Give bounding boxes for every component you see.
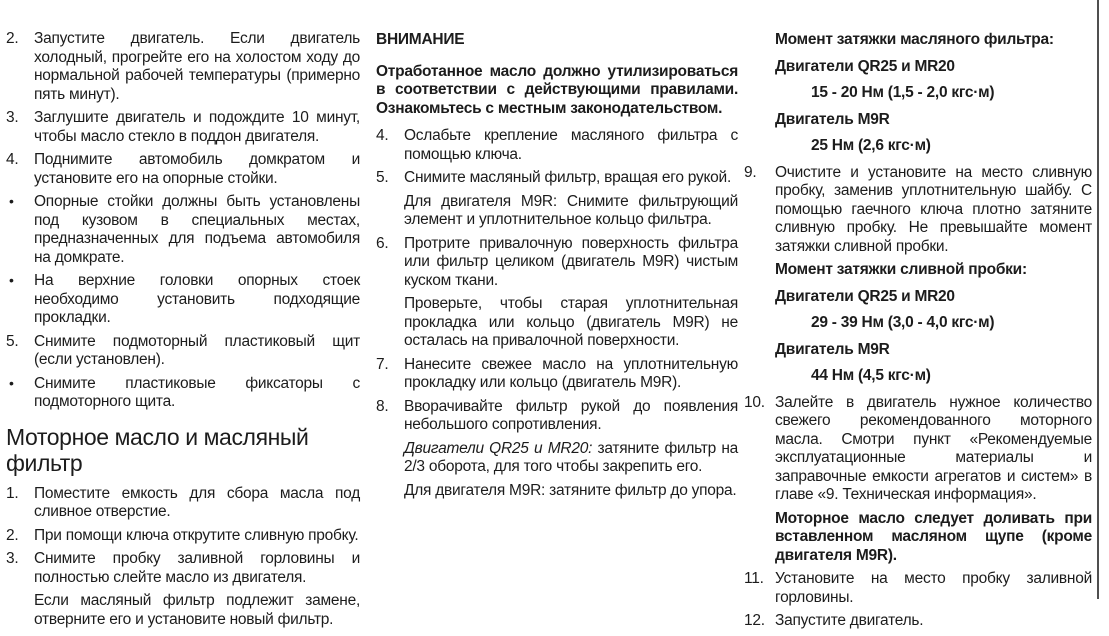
- step-number: 3.: [6, 550, 19, 567]
- section-heading: Моторное масло и масляный фильтр: [6, 423, 309, 476]
- note-item: [6, 193, 360, 267]
- column-middle: [376, 0, 738, 505]
- step-text: Ослабьте крепление масляного фильтра с помощью ключа.: [404, 127, 738, 163]
- step-text: Снимите пробку заливной горловины и полностью слейте масло из двигателя.: [34, 550, 360, 586]
- step-item: [376, 127, 738, 164]
- step-number: 4.: [6, 151, 19, 168]
- step-item: [744, 394, 1092, 505]
- warning-text: Отработанное масло должно утилизироваться в соответствии с действующими правилами. Ознакомьтесь с местным законодательством.: [376, 62, 738, 117]
- note-text: Снимите пластиковые фиксаторы с подмоторного щита.: [34, 374, 360, 410]
- step-item: [376, 356, 738, 393]
- step-text: Залейте в двигатель нужное количество свежего рекомендованного моторного масла. Смотри пункт «Рекомендуемые эксплуатационные материалы и заправочные емкости агрегатов и систем» в главе «9. Техническая информация».: [775, 393, 1092, 503]
- step-number: 10.: [744, 393, 765, 411]
- engine-name: Двигатель M9R: [775, 340, 890, 358]
- step-text: Установите на место пробку заливной горловины.: [775, 570, 1092, 606]
- step-text: Очистите и установите на место сливную пробку, заменив уплотнительную шайбу. С помощью гаечного ключа плотно затяните сливную пробку. Не превышайте момент затяжки сливной пробки.: [775, 163, 1092, 255]
- step-text: Снимите масляный фильтр, вращая его рукой.: [404, 169, 732, 186]
- step-number: 2.: [6, 526, 19, 544]
- torque-value: 44 Нм (4,5 кгс·м): [811, 367, 931, 384]
- warning-text: Моторное масло следует доливать при вставленном масляном щупе (кроме двигателя M9R).: [775, 509, 1092, 564]
- step-text: При помощи ключа открутите сливную пробку.: [34, 526, 359, 544]
- engine-name: Двигатель M9R: [775, 110, 890, 128]
- step-item: [744, 570, 1092, 607]
- step-number: 7.: [376, 355, 389, 373]
- step-text: Поднимите автомобиль домкратом и установите его на опорные стойки.: [34, 151, 360, 187]
- step-item: [6, 333, 360, 370]
- step-item: [376, 169, 738, 188]
- step-number: 11.: [744, 570, 764, 587]
- engine-name: Двигатели QR25 и MR20: [775, 57, 955, 75]
- continuation-text: Проверьте, чтобы старая уплотнительная прокладка или кольцо (двигатель M9R) не осталась на привалочной поверхности.: [404, 295, 738, 349]
- step-item: [6, 109, 360, 146]
- torque-spec-label: Момент затяжки масляного фильтра:: [775, 31, 1054, 48]
- step-text: Вворачивайте фильтр рукой до появления небольшого сопротивления.: [404, 397, 738, 433]
- continuation-text: Если масляный фильтр подлежит замене, отверните его и установите новый фильтр.: [34, 592, 360, 628]
- step-number: 12.: [744, 612, 765, 629]
- step-item: [744, 612, 1092, 631]
- note-text: На верхние головки опорных стоек необходимо установить подходящие прокладки.: [34, 272, 360, 326]
- step-item: [6, 485, 360, 522]
- note-item: [6, 375, 360, 412]
- step-number: 2.: [6, 30, 19, 47]
- step-number: 1.: [6, 484, 19, 502]
- step-item: [744, 164, 1092, 257]
- step-item: [6, 527, 360, 546]
- warning-heading: ВНИМАНИЕ: [376, 31, 465, 48]
- torque-value: 15 - 20 Нм (1,5 - 2,0 кгс·м): [811, 84, 995, 101]
- continuation-text: Для двигателя M9R: затяните фильтр до упора.: [404, 481, 737, 499]
- step-item: [6, 30, 360, 104]
- step-number: 5.: [376, 169, 389, 186]
- step-number: 6.: [376, 234, 389, 252]
- step-number: 8.: [376, 397, 389, 415]
- step-text: Снимите подмоторный пластиковый щит (если установлен).: [34, 332, 360, 368]
- note-text: Опорные стойки должны быть установлены под кузовом в специальных местах, предназначенных для подъема автомобиля на домкрате.: [34, 193, 360, 266]
- continuation-text: [376, 440, 738, 477]
- step-item: [6, 550, 360, 587]
- continuation-text: Для двигателя M9R: Снимите фильтрующий элемент и уплотнительное кольцо фильтра.: [404, 192, 738, 228]
- torque-value: 25 Нм (2,6 кгс·м): [811, 137, 931, 154]
- torque-spec-label: Момент затяжки сливной пробки:: [775, 261, 1027, 278]
- step-text: Запустите двигатель.: [775, 612, 924, 629]
- step-item: [6, 151, 360, 188]
- bullet-icon: •: [9, 374, 14, 391]
- column-right: [744, 0, 1092, 636]
- step-item: [376, 235, 738, 291]
- step-text: Протрите привалочную поверхность фильтра или фильтр целиком (двигатель M9R) чистым куском ткани.: [404, 234, 738, 289]
- step-item: [376, 398, 738, 435]
- step-text: Поместите емкость для сбора масла под сливное отверстие.: [34, 484, 360, 520]
- step-number: 3.: [6, 109, 19, 126]
- step-text: Нанесите свежее масло на уплотнительную прокладку или кольцо (двигатель M9R).: [404, 355, 738, 391]
- engine-name: Двигатели QR25 и MR20: [775, 287, 955, 305]
- bullet-icon: •: [9, 272, 14, 288]
- step-number: 5.: [6, 332, 19, 350]
- step-text: Запустите двигатель. Если двигатель холодный, прогрейте его на холостом ходу до нормальной рабочей температуры (примерно пять минут).: [34, 30, 360, 103]
- step-number: 9.: [744, 163, 757, 181]
- step-text: Заглушите двигатель и подождите 10 минут, чтобы масло стекло в поддон двигателя.: [34, 109, 360, 145]
- note-item: [6, 272, 360, 328]
- torque-value: 29 - 39 Нм (3,0 - 4,0 кгс·м): [811, 314, 995, 331]
- engine-variant-lead: Двигатели QR25 и MR20:: [404, 439, 593, 457]
- continuation-rest: затяните фильтр на 2/3 оборота, для того чтобы закрепить его.: [404, 439, 738, 475]
- step-number: 4.: [376, 127, 389, 144]
- bullet-icon: •: [9, 193, 14, 209]
- page-edge-line: [1097, 0, 1099, 599]
- column-left: [6, 0, 360, 634]
